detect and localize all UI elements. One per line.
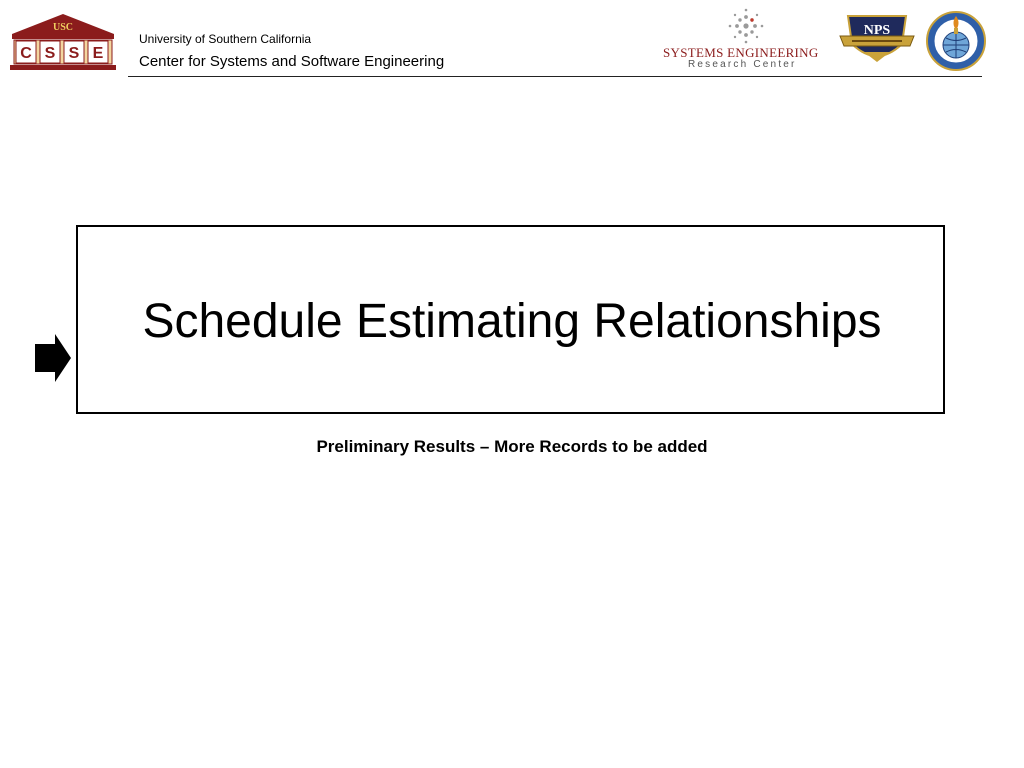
ser-title: SYSTEMS ENGINEERING (663, 45, 819, 60)
ser-subtitle: Research Center (688, 59, 797, 70)
nps-crest-logo (838, 10, 916, 68)
slide-title: Schedule Estimating Relationships (142, 295, 882, 348)
air-force-institute-seal (924, 10, 988, 72)
logo-letter-e: E (92, 45, 104, 62)
arrow-right-icon (33, 332, 73, 384)
slide-subtitle: Preliminary Results – More Records to be added (316, 437, 708, 456)
center-name: Center for Systems and Software Engineering (139, 53, 445, 70)
logo-letter-c: C (20, 45, 32, 62)
nps-text: NPS (863, 23, 891, 38)
ser-star-icon (726, 6, 766, 46)
university-name: University of Southern California (139, 32, 312, 46)
csse-logo (8, 12, 118, 74)
logo-letter-s1: S (44, 45, 56, 62)
logo-letter-s2: S (68, 45, 80, 62)
logo-usc-text: USC (52, 22, 74, 33)
header-divider (128, 76, 982, 77)
